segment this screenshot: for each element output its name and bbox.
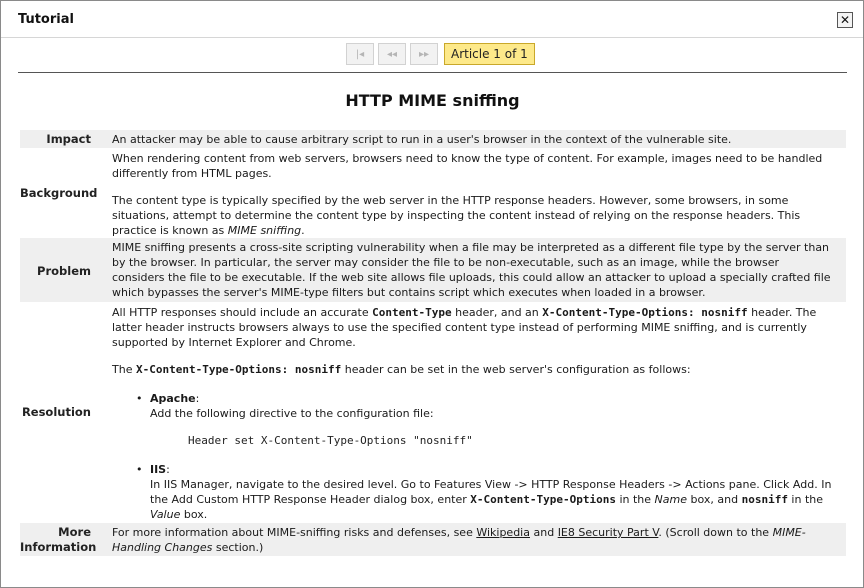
article-counter: Article 1 of 1 <box>444 43 535 65</box>
iis-title: IIS <box>150 463 167 476</box>
header-divider <box>18 72 847 73</box>
more-information-row <box>20 523 846 556</box>
resolution-paragraph-2 <box>112 362 834 377</box>
impact-label: Impact <box>46 132 91 146</box>
title-bar <box>1 1 863 38</box>
iis-bullet: • <box>136 463 143 476</box>
wikipedia-link[interactable]: Wikipedia <box>476 526 530 539</box>
background-p2-text: The content type is typically specified by the web server in the HTTP response headers. However, some browsers, in some situations, attempt to determine the content type by inspecting the content instead of relying on the response headers. This practice is known as <box>112 194 801 237</box>
background-text <box>112 151 834 238</box>
mime-sniffing-term: MIME sniffing <box>227 224 302 237</box>
resolution-label: Resolution <box>21 405 91 419</box>
apache-code-block: Header set X-Content-Type-Options "nosniff" <box>188 434 473 447</box>
iis-header-name-code: X-Content-Type-Options <box>470 493 616 506</box>
impact-row <box>20 130 846 148</box>
apache-bullet: • <box>136 392 143 405</box>
apache-colon: : <box>195 392 200 405</box>
iis-title-line <box>150 462 834 477</box>
background-paragraph-2 <box>112 193 834 238</box>
ie8-security-link[interactable]: IE8 Security Part V <box>557 526 659 539</box>
more-text-c: . (Scroll down to the <box>658 526 773 539</box>
next-article-button[interactable] <box>410 43 438 65</box>
iis-value-code: nosniff <box>741 493 788 506</box>
problem-text: MIME sniffing presents a cross-site scripting vulnerability when a file may be interpreted as a different file type by the server than by the browser. In particular, the server may consider the file to be non-executable, such as an image, while the browser considers the file to be executable. If the web site allows file uploads, this could allow an attacker to upload a specially crafted file which bypasses the server's MIME-type filters but contains script which executes when loaded in a browser. <box>112 241 831 299</box>
next-icon: ▸▸ <box>418 49 430 60</box>
article-navigation <box>346 43 535 67</box>
mime-handling-term: MIME-Handling Changes <box>112 526 806 554</box>
iis-item <box>112 462 834 522</box>
problem-label: Problem <box>37 264 91 278</box>
iis-value-term: Value <box>150 508 181 521</box>
apache-item <box>112 391 834 448</box>
iis-colon: : <box>166 463 170 476</box>
previous-article-button[interactable] <box>378 43 406 65</box>
iis-text-e: box. <box>180 508 208 521</box>
iis-text-a: In IIS Manager, navigate to the desired level. Go to Features View -> HTTP Response Headers -> Actions pane. Click Add. In the Add Custom HTTP Response Header dialog box, enter <box>150 478 832 506</box>
more-information-text <box>112 525 834 555</box>
nosniff-header-code-2: X-Content-Type-Options: nosniff <box>135 363 342 376</box>
close-icon: ✕ <box>839 13 851 27</box>
iis-text-c: box, and <box>687 493 742 506</box>
resolution-p1-c: header. The latter header instructs browsers always to use the specified content type instead of performing MIME sniffing, and is currently supported by Internet Explorer and Chrome. <box>112 306 817 349</box>
first-icon: |◂ <box>355 49 365 60</box>
content-type-code: Content-Type <box>372 306 452 319</box>
background-paragraph-1: When rendering content from web servers, browsers need to know the type of content. For example, images need to be handled differently from HTML pages. <box>112 152 823 180</box>
nosniff-header-code: X-Content-Type-Options: nosniff <box>542 306 748 319</box>
background-label: Background <box>20 186 98 200</box>
close-button[interactable] <box>837 12 853 28</box>
iis-text-b: in the <box>615 493 655 506</box>
more-text-a: For more information about MIME-sniffing risks and defenses, see <box>112 526 477 539</box>
article-heading: HTTP MIME sniffing <box>345 91 520 110</box>
problem-row <box>20 238 846 302</box>
more-information-label <box>20 525 97 555</box>
iis-name-term: Name <box>654 493 687 506</box>
resolution-row <box>20 304 846 521</box>
resolution-text <box>112 305 834 522</box>
impact-text: An attacker may be able to cause arbitrary script to run in a user's browser in the context of the vulnerable site. <box>112 133 732 146</box>
resolution-p2-b: header can be set in the web server's configuration as follows: <box>341 363 691 376</box>
more-label-line-2: Information <box>20 540 97 554</box>
apache-text: Add the following directive to the configuration file: <box>150 407 434 420</box>
iis-text-d: in the <box>787 493 824 506</box>
apache-title-line <box>150 391 834 406</box>
previous-icon: ◂◂ <box>386 49 398 60</box>
iis-text <box>150 477 834 522</box>
background-row <box>20 149 846 237</box>
resolution-p1-a: All HTTP responses should include an accurate <box>112 306 373 319</box>
more-label-line-1: More <box>58 525 91 539</box>
dialog-title: Tutorial <box>18 12 74 27</box>
apache-title: Apache <box>150 392 196 405</box>
more-text-d: section.) <box>212 541 264 554</box>
resolution-p2-a: The <box>112 363 136 376</box>
more-text-b: and <box>529 526 558 539</box>
resolution-p1-b: header, and an <box>451 306 543 319</box>
first-article-button[interactable] <box>346 43 374 65</box>
resolution-paragraph-1 <box>112 305 834 350</box>
background-p2-end: . <box>301 224 305 237</box>
